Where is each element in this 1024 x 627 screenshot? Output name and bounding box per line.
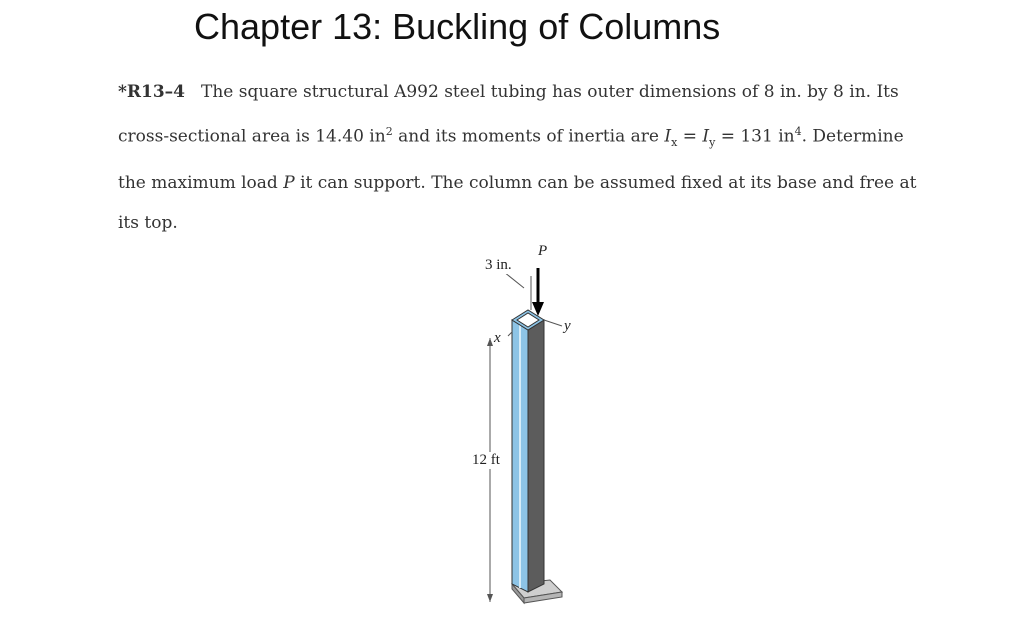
- x-axis-line: [508, 332, 512, 336]
- y-axis-label: y: [564, 318, 571, 334]
- height-arrow-top: [487, 338, 493, 346]
- problem-text-4: . Determine the maximum load: [118, 126, 904, 194]
- column-face-dark: [528, 320, 544, 592]
- ix-symbol: I: [664, 126, 672, 147]
- iy-symbol: I: [702, 126, 710, 147]
- problem-statement: [118, 72, 918, 243]
- problem-text-2: and its moments of inertia are: [392, 126, 665, 147]
- ix-subscript: x: [671, 136, 678, 150]
- area-exponent: 2: [385, 125, 393, 138]
- problem-number: *R13–4: [118, 82, 186, 102]
- iy-subscript: y: [709, 136, 716, 150]
- load-variable: P: [283, 173, 295, 194]
- offset-label: 3 in.: [485, 257, 512, 273]
- height-arrow-bottom: [487, 594, 493, 602]
- problem-text-5: it can support. The column can be assumed fixed at its base and free at its top.: [118, 173, 917, 234]
- load-label: P: [538, 243, 548, 259]
- equals-sign: =: [677, 126, 703, 147]
- offset-leader: [504, 272, 524, 288]
- problem-text-1: The square structural A992 steel tubing has outer dimensions of 8 in. by 8 in. Its cross-sectional area is 14.40 in: [118, 82, 899, 147]
- height-label: 12 ft: [472, 452, 500, 468]
- problem-text-3: = 131 in: [715, 126, 795, 147]
- column-drawing: [440, 240, 600, 620]
- column-figure: [440, 240, 600, 620]
- inertia-exponent: 4: [794, 125, 802, 138]
- y-axis-line: [544, 320, 562, 326]
- slide-title: Chapter 13: Buckling of Columns: [194, 6, 721, 47]
- x-axis-label: x: [494, 330, 501, 346]
